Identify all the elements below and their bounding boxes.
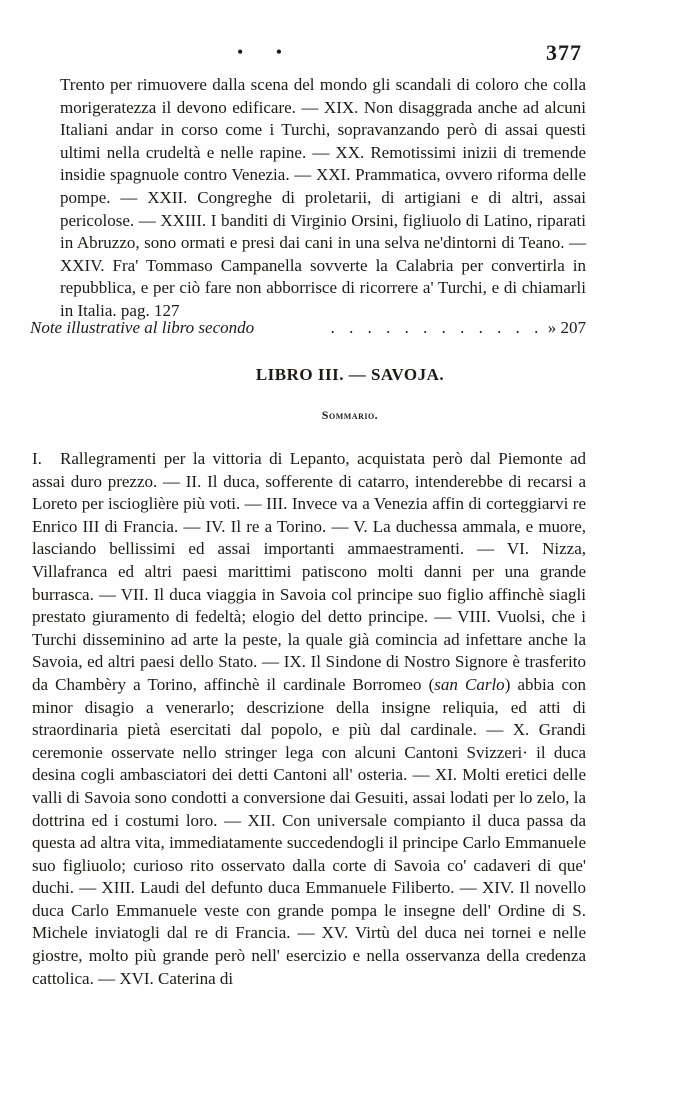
notes-title: Note illustrative al libro secondo <box>30 318 255 337</box>
notes-page-ref: » 207 <box>547 318 586 337</box>
book-heading: LIBRO III. — SAVOJA. <box>255 365 445 384</box>
header-ornament: • • <box>237 42 297 62</box>
summary-italic-name: san Carlo <box>434 674 505 694</box>
leader-dots: . . . . . . . . . . . . <box>331 318 544 337</box>
summary-numeral: I. <box>32 449 42 468</box>
continued-summary-paragraph: Trento per rimuovere dalla scena del mondo gli scandali di coloro che colla morigeratezza il devono edificare. — XIX. Non disaggrada anche ad alcuni Italiani andar in corso come i Turchi, sopravanzando però di assai questi ultimi nella crudeltà e nelle rapine. — XX. Remotissimi inizii di tremende insidie spagnuole contro Venezia. — XXI. Prammatica, ovvero riforma delle pompe. — XXII. Congreghe di proletarii, di artigiani e di altri, assai pericolose. — XXIII. I banditi di Virginio Orsini, figliuolo di Latino, riparati in Abruzzo, sono ormati e presi dai cani in una selva ne'dintorni di Teano. — XXIV. Fra' Tommaso Campanella sovverte la Calabria per convertirla in repubblica, e per ciò fare non abborrisce di ricorrere a' Turchi, e di chiamarli in Italia. pag. 127 <box>60 75 586 320</box>
sommario-heading: Sommario. <box>321 408 379 422</box>
page-header <box>60 40 582 68</box>
book-three-summary-paragraph <box>32 448 586 990</box>
summary-text-continued: ) abbia con minor disagio a venerarlo; descrizione della insigne reliquia, ed atti di straordinaria pietà esercitati dal popolo, e più dal cardinale. — X. Grandi ceremonie osservate nello stringer lega con alcuni Cantoni Svizzeri· il duca desina cogli ambasciatori dei detti Cantoni all' osteria. — XI. Molti eretici delle valli di Savoia sono condotti a conversione dai Gesuiti, assai lodati per lo zelo, la dottrina ed i costumi loro. — XII. Con universale compianto il duca passa da questa ad altra vita, immediatamente succedendogli il principe Carlo Emmanuele suo figliuolo; curioso rito osservato dalla corte di Savoia co' cadaveri di que' duchi. — XIII. Laudi del defunto duca Emmanuele Filiberto. — XIV. Il novello duca Carlo Emmanuele veste con grande pompa le insegne dell' Ordine di S. Michele inviatogli dal re di Francia. — XV. Virtù del duca nei tornei e nelle giostre, molto più grande però nell' esercizio e nella osservanza della credenza cattolica. — XVI. Caterina di <box>32 674 586 988</box>
notes-toc-entry <box>30 317 586 340</box>
page-number: 377 <box>546 40 582 65</box>
summary-text: Rallegramenti per la vittoria di Lepanto, acquistata però dal Piemonte ad assai duro prezzo. — II. Il duca, sofferente di catarro, intenderebbe di recarsi a Loreto per iscioglière più voti. — III. Invece va a Venezia affin di corteggiarvi re Enrico III di Francia. — IV. Il re a Torino. — V. La duchessa ammala, e muore, lasciando bellissimi ed assai importanti ammaestramenti. — VI. Nizza, Villafranca ed altri paesi marittimi patiscono molti danni per una grande burrasca. — VII. Il duca viaggia in Savoia col principe suo figlio affinchè siagli prestato giuramento di fedeltà; elogio del detto principe. — VIII. Vuolsi, che i Turchi disseminino ad arte la peste, la quale già comincia ad infettare anche la Savoia, ed altri paesi dello Stato. — IX. Il Sindone di Nostro Signore è trasferito da Chambèry a Torino, affinchè il cardinale Borromeo ( <box>32 449 586 694</box>
